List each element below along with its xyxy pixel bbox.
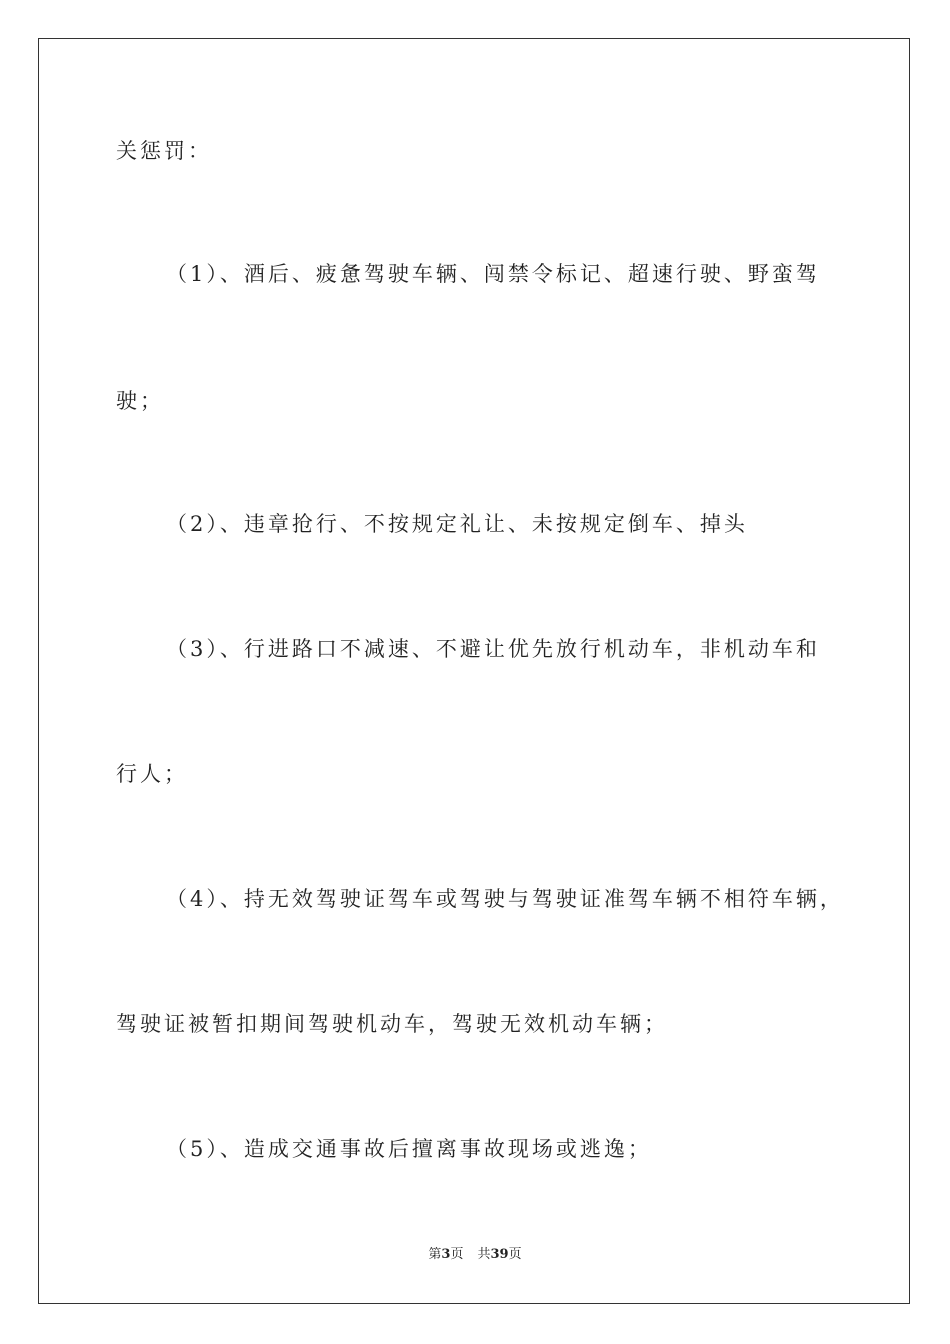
text-line-1: 关惩罚： bbox=[116, 139, 212, 163]
text-line-4: （2）、违章抢行、不按规定礼让、未按规定倒车、掉头 bbox=[166, 512, 748, 536]
page-footer bbox=[0, 1246, 950, 1264]
footer-page-prefix: 第 bbox=[428, 1247, 442, 1262]
footer-total-pages: 39 bbox=[490, 1247, 509, 1262]
page-frame bbox=[38, 38, 910, 1304]
footer-total-prefix: 共 bbox=[477, 1247, 491, 1262]
text-line-2: （1）、酒后、疲惫驾驶车辆、闯禁令标记、超速行驶、野蛮驾 bbox=[166, 262, 820, 286]
text-line-6: 行人； bbox=[116, 762, 188, 786]
footer-page-suffix: 页 bbox=[450, 1247, 464, 1262]
text-line-8: 驾驶证被暂扣期间驾驶机动车，驾驶无效机动车辆； bbox=[116, 1012, 668, 1036]
footer-page-number: 3 bbox=[441, 1247, 451, 1262]
text-line-7: （4）、持无效驾驶证驾车或驾驶与驾驶证准驾车辆不相符车辆， bbox=[166, 887, 844, 911]
text-line-5: （3）、行进路口不减速、不避让优先放行机动车，非机动车和 bbox=[166, 637, 820, 661]
text-line-9: （5）、造成交通事故后擅离事故现场或逃逸； bbox=[166, 1137, 652, 1161]
footer-total-suffix: 页 bbox=[508, 1247, 522, 1262]
text-line-3: 驶； bbox=[116, 389, 164, 413]
